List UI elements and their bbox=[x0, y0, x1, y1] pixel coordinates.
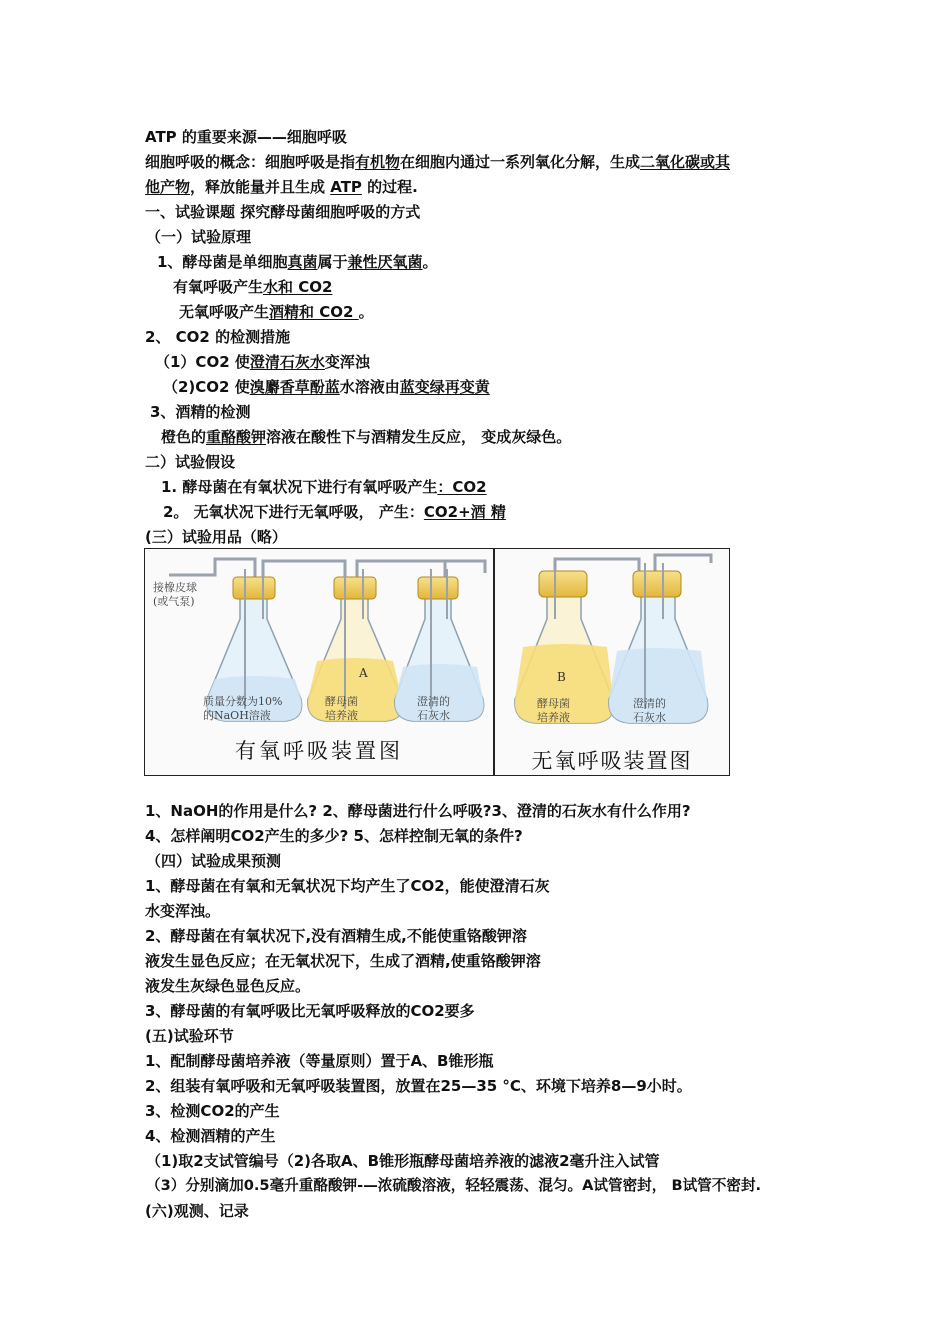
section-heading-6: (六)观测、记录 bbox=[145, 1202, 249, 1220]
yeast-line: 1、酵母菌是单细胞真菌属于兼性厌氧菌。 bbox=[157, 253, 438, 271]
hypothesis-2: 2。 无氧状况下进行无氧呼吸， 产生：CO2+酒 精 bbox=[163, 503, 506, 521]
subsection-principle: （一）试验原理 bbox=[146, 228, 252, 246]
section-heading-3: (三）试验用品（略） bbox=[145, 528, 287, 546]
questions-line-2: 4、怎样阐明CO2产生的多少? 5、怎样控制无氧的条件? bbox=[145, 827, 523, 845]
questions-line-1: 1、NaOH的作用是什么? 2、酵母菌进行什么呼吸?3、澄清的石灰水有什么作用? bbox=[145, 802, 691, 820]
flask-caption-limewater-2: 澄清的 石灰水 bbox=[633, 697, 666, 724]
concept-line-2: 他产物，释放能量并且生成 ATP 的过程. bbox=[145, 178, 418, 196]
concept-line-1: 细胞呼吸的概念：细胞呼吸是指有机物在细胞内通过一系列氧化分解，生成二氧化碳或其 bbox=[145, 153, 731, 171]
flask-caption-naoh: 质量分数为10% 的NaOH溶液 bbox=[203, 695, 283, 722]
caption-aerobic: 有氧呼吸装置图 bbox=[235, 739, 403, 763]
connecting-tubes bbox=[169, 559, 485, 577]
step-2: 2、组装有氧呼吸和无氧呼吸装置图，放置在25—35 °C、环境下培养8—9小时。 bbox=[145, 1077, 692, 1095]
step-4: 4、检测酒精的产生 bbox=[145, 1127, 276, 1145]
step-4-substeps-1: （1)取2支试管编号（2)各取A、B锥形瓶酵母菌培养液的滤液2毫升注入试管 bbox=[146, 1152, 660, 1170]
result-1b: 水变浑浊。 bbox=[145, 902, 221, 920]
flask-label-b: B bbox=[557, 670, 566, 684]
section-heading-2: 二）试验假设 bbox=[145, 453, 236, 471]
co2-method-2: （2)CO2 使溴麝香草酚蓝水溶液由蓝变绿再变黄 bbox=[163, 378, 490, 396]
ethanol-detection-body: 橙色的重酪酸钾溶液在酸性下与酒精发生反应， 变成灰绿色。 bbox=[161, 428, 572, 446]
flask-caption-yeast-a: 酵母菌 培养液 bbox=[325, 695, 358, 722]
air-pump-note: 接橡皮球 (或气泵) bbox=[153, 581, 197, 608]
flask-caption-yeast-b: 酵母菌 培养液 bbox=[537, 697, 570, 724]
result-3: 3、酵母菌的有氧呼吸比无氧呼吸释放的CO2要多 bbox=[145, 1002, 475, 1020]
co2-method-1: （1）CO2 使澄清石灰水变浑浊 bbox=[155, 353, 370, 371]
step-3: 3、检测CO2的产生 bbox=[145, 1102, 280, 1120]
section-heading-1: 一、试验课题 探究酵母菌细胞呼吸的方式 bbox=[145, 203, 421, 221]
result-2a: 2、酵母菌在有氧状况下,没有酒精生成,不能使重铬酸钾溶 bbox=[145, 927, 527, 945]
hypothesis-1: 1. 酵母菌在有氧状况下进行有氧呼吸产生：CO2 bbox=[161, 478, 487, 496]
aerobic-apparatus-panel bbox=[144, 548, 494, 776]
term-other-products: 他产物 bbox=[145, 178, 191, 196]
ethanol-detection-title: 3、酒精的检测 bbox=[150, 403, 251, 421]
aerobic-line: 有氧呼吸产生水和 CO2 bbox=[173, 278, 333, 296]
result-2b: 液发生显色反应；在无氧状况下，生成了酒精,使重铬酸钾溶 bbox=[145, 952, 541, 970]
section-heading-5: (五)试验环节 bbox=[145, 1027, 234, 1045]
caption-anaerobic: 无氧呼吸装置图 bbox=[531, 749, 693, 773]
section-heading-4: （四）试验成果预测 bbox=[146, 852, 282, 870]
anaerobic-apparatus-drawing bbox=[495, 549, 729, 775]
flask-caption-limewater-1: 澄清的 石灰水 bbox=[417, 695, 450, 722]
term-atp: ATP bbox=[330, 178, 362, 196]
step-1: 1、配制酵母菌培养液（等量原则）置于A、B锥形瓶 bbox=[145, 1052, 494, 1070]
anaerobic-apparatus-panel bbox=[494, 548, 730, 776]
term-organic: 有机物 bbox=[355, 153, 401, 171]
anaerobic-line: 无氧呼吸产生酒精和 CO2 。 bbox=[179, 303, 374, 321]
result-1a: 1、酵母菌在有氧和无氧状况下均产生了CO2，能使澄清石灰 bbox=[145, 877, 550, 895]
doc-title: ATP 的重要来源——细胞呼吸 bbox=[145, 128, 347, 146]
flask-label-a: A bbox=[359, 666, 368, 680]
co2-detection-title: 2、 CO2 的检测措施 bbox=[145, 328, 291, 346]
result-2c: 液发生灰绿色显色反应。 bbox=[145, 977, 311, 995]
step-4-substeps-2: （3）分别滴加0.5毫升重酪酸钾-—浓硫酸溶液，轻轻震荡、混匀。A试管密封， B试管不密封. bbox=[146, 1177, 762, 1194]
term-co2-or: 二氧化碳或其 bbox=[640, 153, 731, 171]
